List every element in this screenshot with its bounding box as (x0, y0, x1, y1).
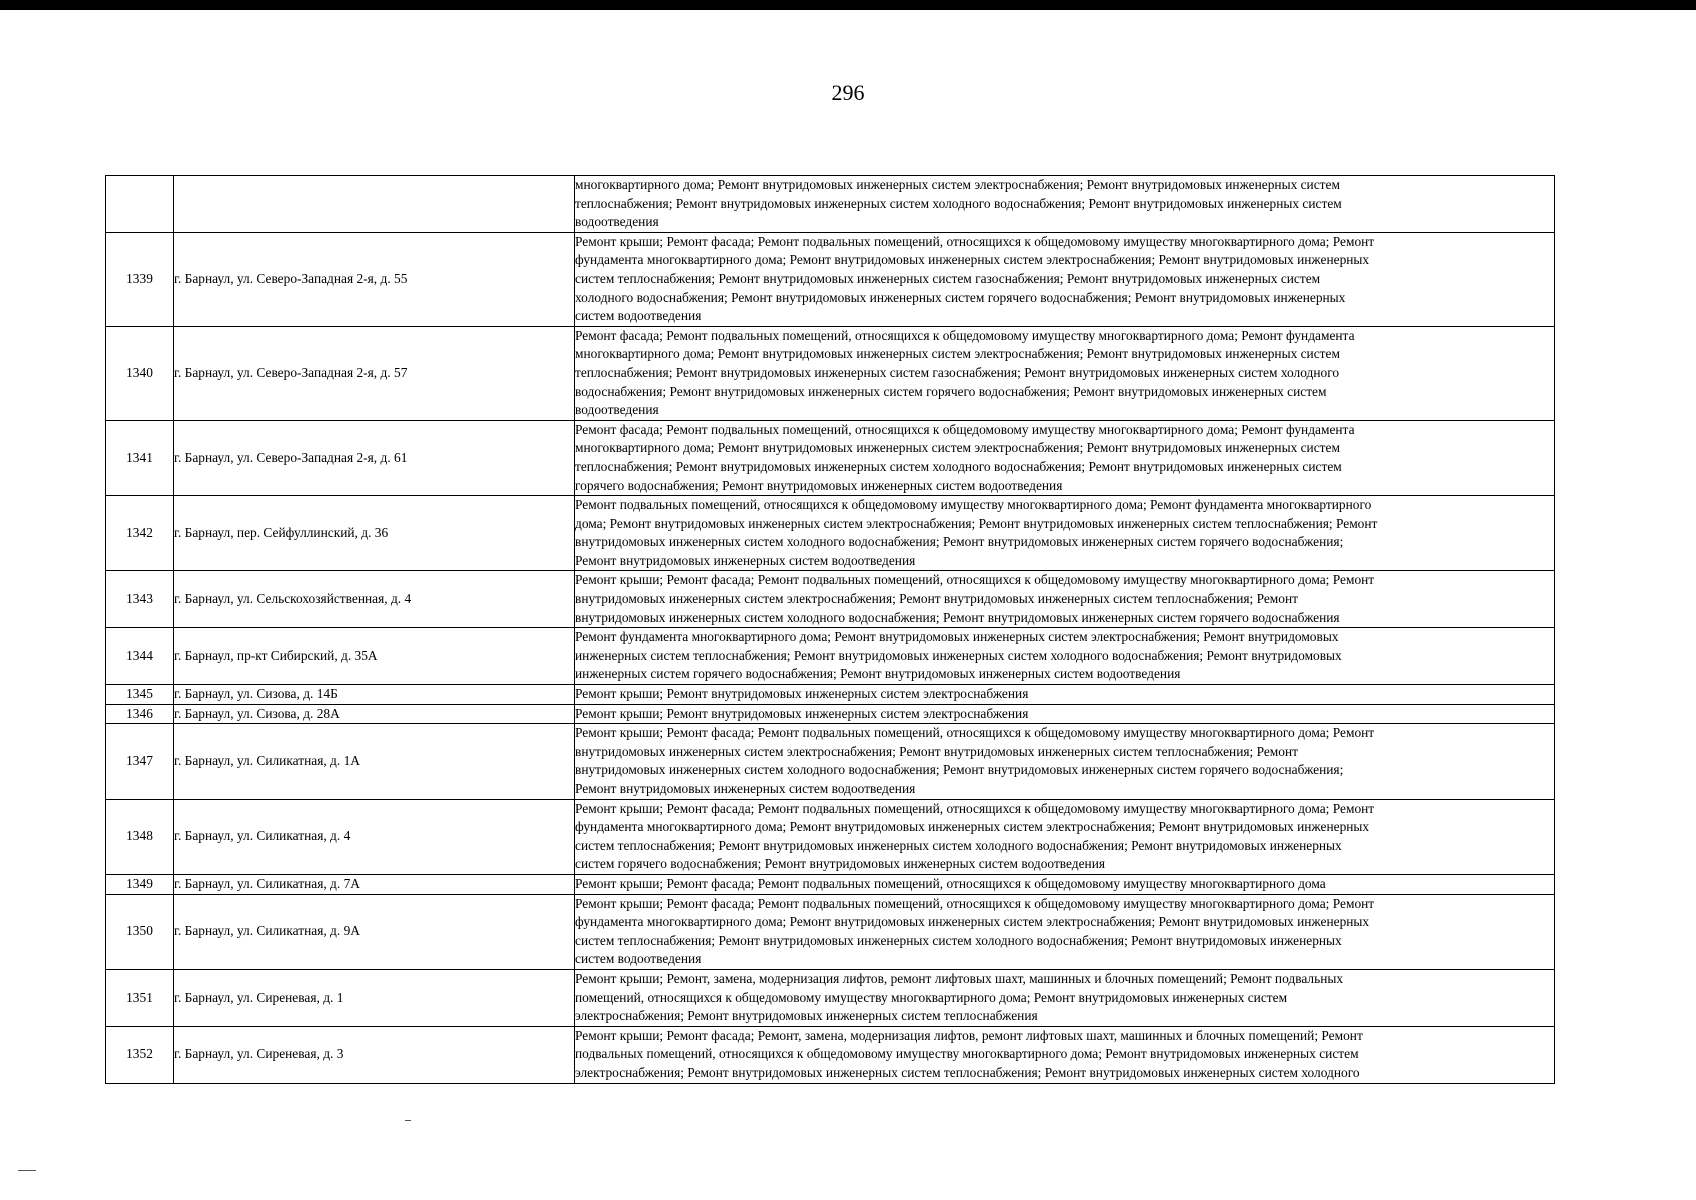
works-line: внутридомовых инженерных систем электроснабжения; Ремонт внутридомовых инженерных систем теплоснабжения; Ремонт (575, 591, 1298, 607)
works-line: систем теплоснабжения; Ремонт внутридомовых инженерных систем газоснабжения; Ремонт внутридомовых инженерных систем (575, 270, 1321, 286)
row-works (575, 685, 1555, 705)
works-line: Ремонт внутридомовых инженерных систем водоотведения (575, 552, 916, 568)
row-address: г. Барнаул, ул. Сельскохозяйственная, д. 4 (174, 571, 575, 628)
row-works (575, 874, 1555, 894)
row-works (575, 704, 1555, 724)
table-row (106, 420, 1555, 495)
works-line: Ремонт крыши; Ремонт фасада; Ремонт подвальных помещений, относящихся к общедомовому имуществу многоквартирного дома; Ремонт (575, 572, 1375, 588)
works-line: Ремонт крыши; Ремонт фасада; Ремонт подвальных помещений, относящихся к общедомовому имуществу многоквартирного дома; Ремонт (575, 725, 1375, 741)
works-line: Ремонт крыши; Ремонт фасада; Ремонт подвальных помещений, относящихся к общедомовому имуществу многоквартирного дома; Ремонт (575, 895, 1375, 911)
row-number: 1345 (106, 685, 174, 705)
works-line: дома; Ремонт внутридомовых инженерных систем электроснабжения; Ремонт внутридомовых инженерных систем теплоснабжения; Ремонт (575, 515, 1378, 531)
works-line: теплоснабжения; Ремонт внутридомовых инженерных систем холодного водоснабжения; Ремонт внутридомовых инженерных систем (575, 458, 1342, 474)
row-number: 1340 (106, 326, 174, 420)
table-row (106, 496, 1555, 571)
works-line: внутридомовых инженерных систем холодного водоснабжения; Ремонт внутридомовых инженерных систем горячего водоснабжения; (575, 534, 1344, 550)
row-works (575, 799, 1555, 874)
row-number: 1347 (106, 724, 174, 799)
table-row (106, 724, 1555, 799)
works-line: Ремонт крыши; Ремонт, замена, модернизация лифтов, ремонт лифтовых шахт, машинных и блочных помещений; Ремонт подвальных (575, 970, 1344, 986)
works-line: инженерных систем горячего водоснабжения; Ремонт внутридомовых инженерных систем водоотведения (575, 666, 1181, 682)
row-address: г. Барнаул, ул. Северо-Западная 2-я, д. 57 (174, 326, 575, 420)
row-works (575, 1026, 1555, 1083)
row-works (575, 496, 1555, 571)
works-line: водоотведения (575, 402, 659, 418)
works-line: Ремонт крыши; Ремонт фасада; Ремонт подвальных помещений, относящихся к общедомовому имуществу многоквартирного дома; Ремонт (575, 800, 1375, 816)
works-line: фундамента многоквартирного дома; Ремонт внутридомовых инженерных систем электроснабжения; Ремонт внутридомовых инженерных (575, 819, 1370, 835)
works-line: внутридомовых инженерных систем электроснабжения; Ремонт внутридомовых инженерных систем теплоснабжения; Ремонт (575, 743, 1298, 759)
works-line: теплоснабжения; Ремонт внутридомовых инженерных систем газоснабжения; Ремонт внутридомовых инженерных систем холодного (575, 364, 1340, 380)
row-address: г. Барнаул, пр-кт Сибирский, д. 35А (174, 628, 575, 685)
row-address: г. Барнаул, ул. Северо-Западная 2-я, д. 61 (174, 420, 575, 495)
works-line: электроснабжения; Ремонт внутридомовых инженерных систем теплоснабжения; Ремонт внутридомовых инженерных систем холодного (575, 1064, 1360, 1080)
table-row (106, 894, 1555, 969)
row-number: 1339 (106, 232, 174, 326)
table-row (106, 874, 1555, 894)
table-row (106, 799, 1555, 874)
row-number: 1342 (106, 496, 174, 571)
works-line: Ремонт крыши; Ремонт внутридомовых инженерных систем электроснабжения (575, 686, 1029, 702)
table-row (106, 628, 1555, 685)
works-line: внутридомовых инженерных систем холодного водоснабжения; Ремонт внутридомовых инженерных систем горячего водоснабжения; (575, 762, 1344, 778)
row-works (575, 420, 1555, 495)
row-works (575, 724, 1555, 799)
table-row (106, 176, 1555, 233)
table-row (106, 1026, 1555, 1083)
table-row (106, 704, 1555, 724)
works-line: холодного водоснабжения; Ремонт внутридомовых инженерных систем горячего водоснабжения; Ремонт внутридомовых инженерных (575, 289, 1346, 305)
row-number: 1346 (106, 704, 174, 724)
table-row (106, 969, 1555, 1026)
scan-artifact (18, 1170, 36, 1171)
works-line: внутридомовых инженерных систем холодного водоснабжения; Ремонт внутридомовых инженерных систем горячего водоснабжения (575, 609, 1340, 625)
repair-registry-table (105, 175, 1555, 1084)
works-line: водоснабжения; Ремонт внутридомовых инженерных систем горячего водоснабжения; Ремонт внутридомовых инженерных систем (575, 383, 1327, 399)
works-line: горячего водоснабжения; Ремонт внутридомовых инженерных систем водоотведения (575, 477, 1063, 493)
works-line: Ремонт фасада; Ремонт подвальных помещений, относящихся к общедомовому имуществу многоквартирного дома; Ремонт фундамента (575, 421, 1355, 437)
works-line: Ремонт крыши; Ремонт фасада; Ремонт подвальных помещений, относящихся к общедомовому имуществу многоквартирного дома; Ремонт (575, 233, 1375, 249)
works-line: Ремонт внутридомовых инженерных систем водоотведения (575, 781, 916, 796)
works-line: систем теплоснабжения; Ремонт внутридомовых инженерных систем холодного водоснабжения; Ремонт внутридомовых инженерных (575, 837, 1342, 853)
works-line: теплоснабжения; Ремонт внутридомовых инженерных систем холодного водоснабжения; Ремонт внутридомовых инженерных систем (575, 195, 1342, 211)
works-line: Ремонт фасада; Ремонт подвальных помещений, относящихся к общедомовому имуществу многоквартирного дома; Ремонт фундамента (575, 327, 1355, 343)
row-number: 1349 (106, 874, 174, 894)
row-address: г. Барнаул, ул. Силикатная, д. 7А (174, 874, 575, 894)
scan-artifact (405, 1120, 411, 1121)
works-line: многоквартирного дома; Ремонт внутридомовых инженерных систем электроснабжения; Ремонт внутридомовых инженерных систем (575, 440, 1340, 456)
row-address: г. Барнаул, ул. Сизова, д. 28А (174, 704, 575, 724)
row-works (575, 894, 1555, 969)
row-works (575, 969, 1555, 1026)
works-line: Ремонт фундамента многоквартирного дома; Ремонт внутридомовых инженерных систем электроснабжения; Ремонт внутридомовых (575, 629, 1339, 645)
works-line: водоотведения (575, 214, 659, 230)
row-number: 1348 (106, 799, 174, 874)
row-address: г. Барнаул, ул. Силикатная, д. 4 (174, 799, 575, 874)
table-row (106, 232, 1555, 326)
works-line: многоквартирного дома; Ремонт внутридомовых инженерных систем электроснабжения; Ремонт внутридомовых инженерных систем (575, 346, 1340, 362)
row-number: 1352 (106, 1026, 174, 1083)
row-address: г. Барнаул, ул. Силикатная, д. 1А (174, 724, 575, 799)
works-line: подвальных помещений, относящихся к общедомовому имуществу многоквартирного дома; Ремонт внутридомовых инженерных систем (575, 1046, 1359, 1062)
row-works (575, 176, 1555, 233)
works-line: систем водоотведения (575, 951, 702, 967)
table-row (106, 685, 1555, 705)
table-row (106, 326, 1555, 420)
works-line: систем теплоснабжения; Ремонт внутридомовых инженерных систем холодного водоснабжения; Ремонт внутридомовых инженерных (575, 932, 1342, 948)
row-number: 1343 (106, 571, 174, 628)
row-address: г. Барнаул, пер. Сейфуллинский, д. 36 (174, 496, 575, 571)
scan-top-border (0, 0, 1696, 10)
works-line: многоквартирного дома; Ремонт внутридомовых инженерных систем электроснабжения; Ремонт внутридомовых инженерных систем (575, 177, 1340, 192)
row-address: г. Барнаул, ул. Сиреневая, д. 3 (174, 1026, 575, 1083)
row-number: 1350 (106, 894, 174, 969)
works-line: фундамента многоквартирного дома; Ремонт внутридомовых инженерных систем электроснабжения; Ремонт внутридомовых инженерных (575, 914, 1370, 930)
works-line: Ремонт подвальных помещений, относящихся к общедомовому имуществу многоквартирного дома; Ремонт фундамента многоквартирного (575, 497, 1372, 513)
row-works (575, 628, 1555, 685)
row-address: г. Барнаул, ул. Силикатная, д. 9А (174, 894, 575, 969)
row-works (575, 571, 1555, 628)
works-line: систем водоотведения (575, 308, 702, 324)
works-line: Ремонт крыши; Ремонт фасада; Ремонт, замена, модернизация лифтов, ремонт лифтовых шахт, машинных и блочных помещений; Ремонт (575, 1027, 1363, 1043)
row-address: г. Барнаул, ул. Сиреневая, д. 1 (174, 969, 575, 1026)
row-address: г. Барнаул, ул. Северо-Западная 2-я, д. 55 (174, 232, 575, 326)
works-line: систем горячего водоснабжения; Ремонт внутридомовых инженерных систем водоотведения (575, 856, 1106, 872)
works-line: фундамента многоквартирного дома; Ремонт внутридомовых инженерных систем электроснабжения; Ремонт внутридомовых инженерных (575, 252, 1370, 268)
works-line: Ремонт крыши; Ремонт фасада; Ремонт подвальных помещений, относящихся к общедомовому имуществу многоквартирного дома (575, 875, 1326, 891)
row-number: 1351 (106, 969, 174, 1026)
row-address: г. Барнаул, ул. Сизова, д. 14Б (174, 685, 575, 705)
row-number (106, 176, 174, 233)
row-works (575, 326, 1555, 420)
row-works (575, 232, 1555, 326)
row-number: 1341 (106, 420, 174, 495)
works-line: помещений, относящихся к общедомовому имуществу многоквартирного дома; Ремонт внутридомовых инженерных систем (575, 989, 1288, 1005)
works-line: Ремонт крыши; Ремонт внутридомовых инженерных систем электроснабжения (575, 705, 1029, 721)
works-line: инженерных систем теплоснабжения; Ремонт внутридомовых инженерных систем холодного водоснабжения; Ремонт внутридомовых (575, 647, 1342, 663)
table-row (106, 571, 1555, 628)
works-line: электроснабжения; Ремонт внутридомовых инженерных систем теплоснабжения (575, 1008, 1038, 1024)
row-number: 1344 (106, 628, 174, 685)
registry-body (106, 176, 1555, 1084)
row-address (174, 176, 575, 233)
page-number: 296 (831, 80, 865, 105)
